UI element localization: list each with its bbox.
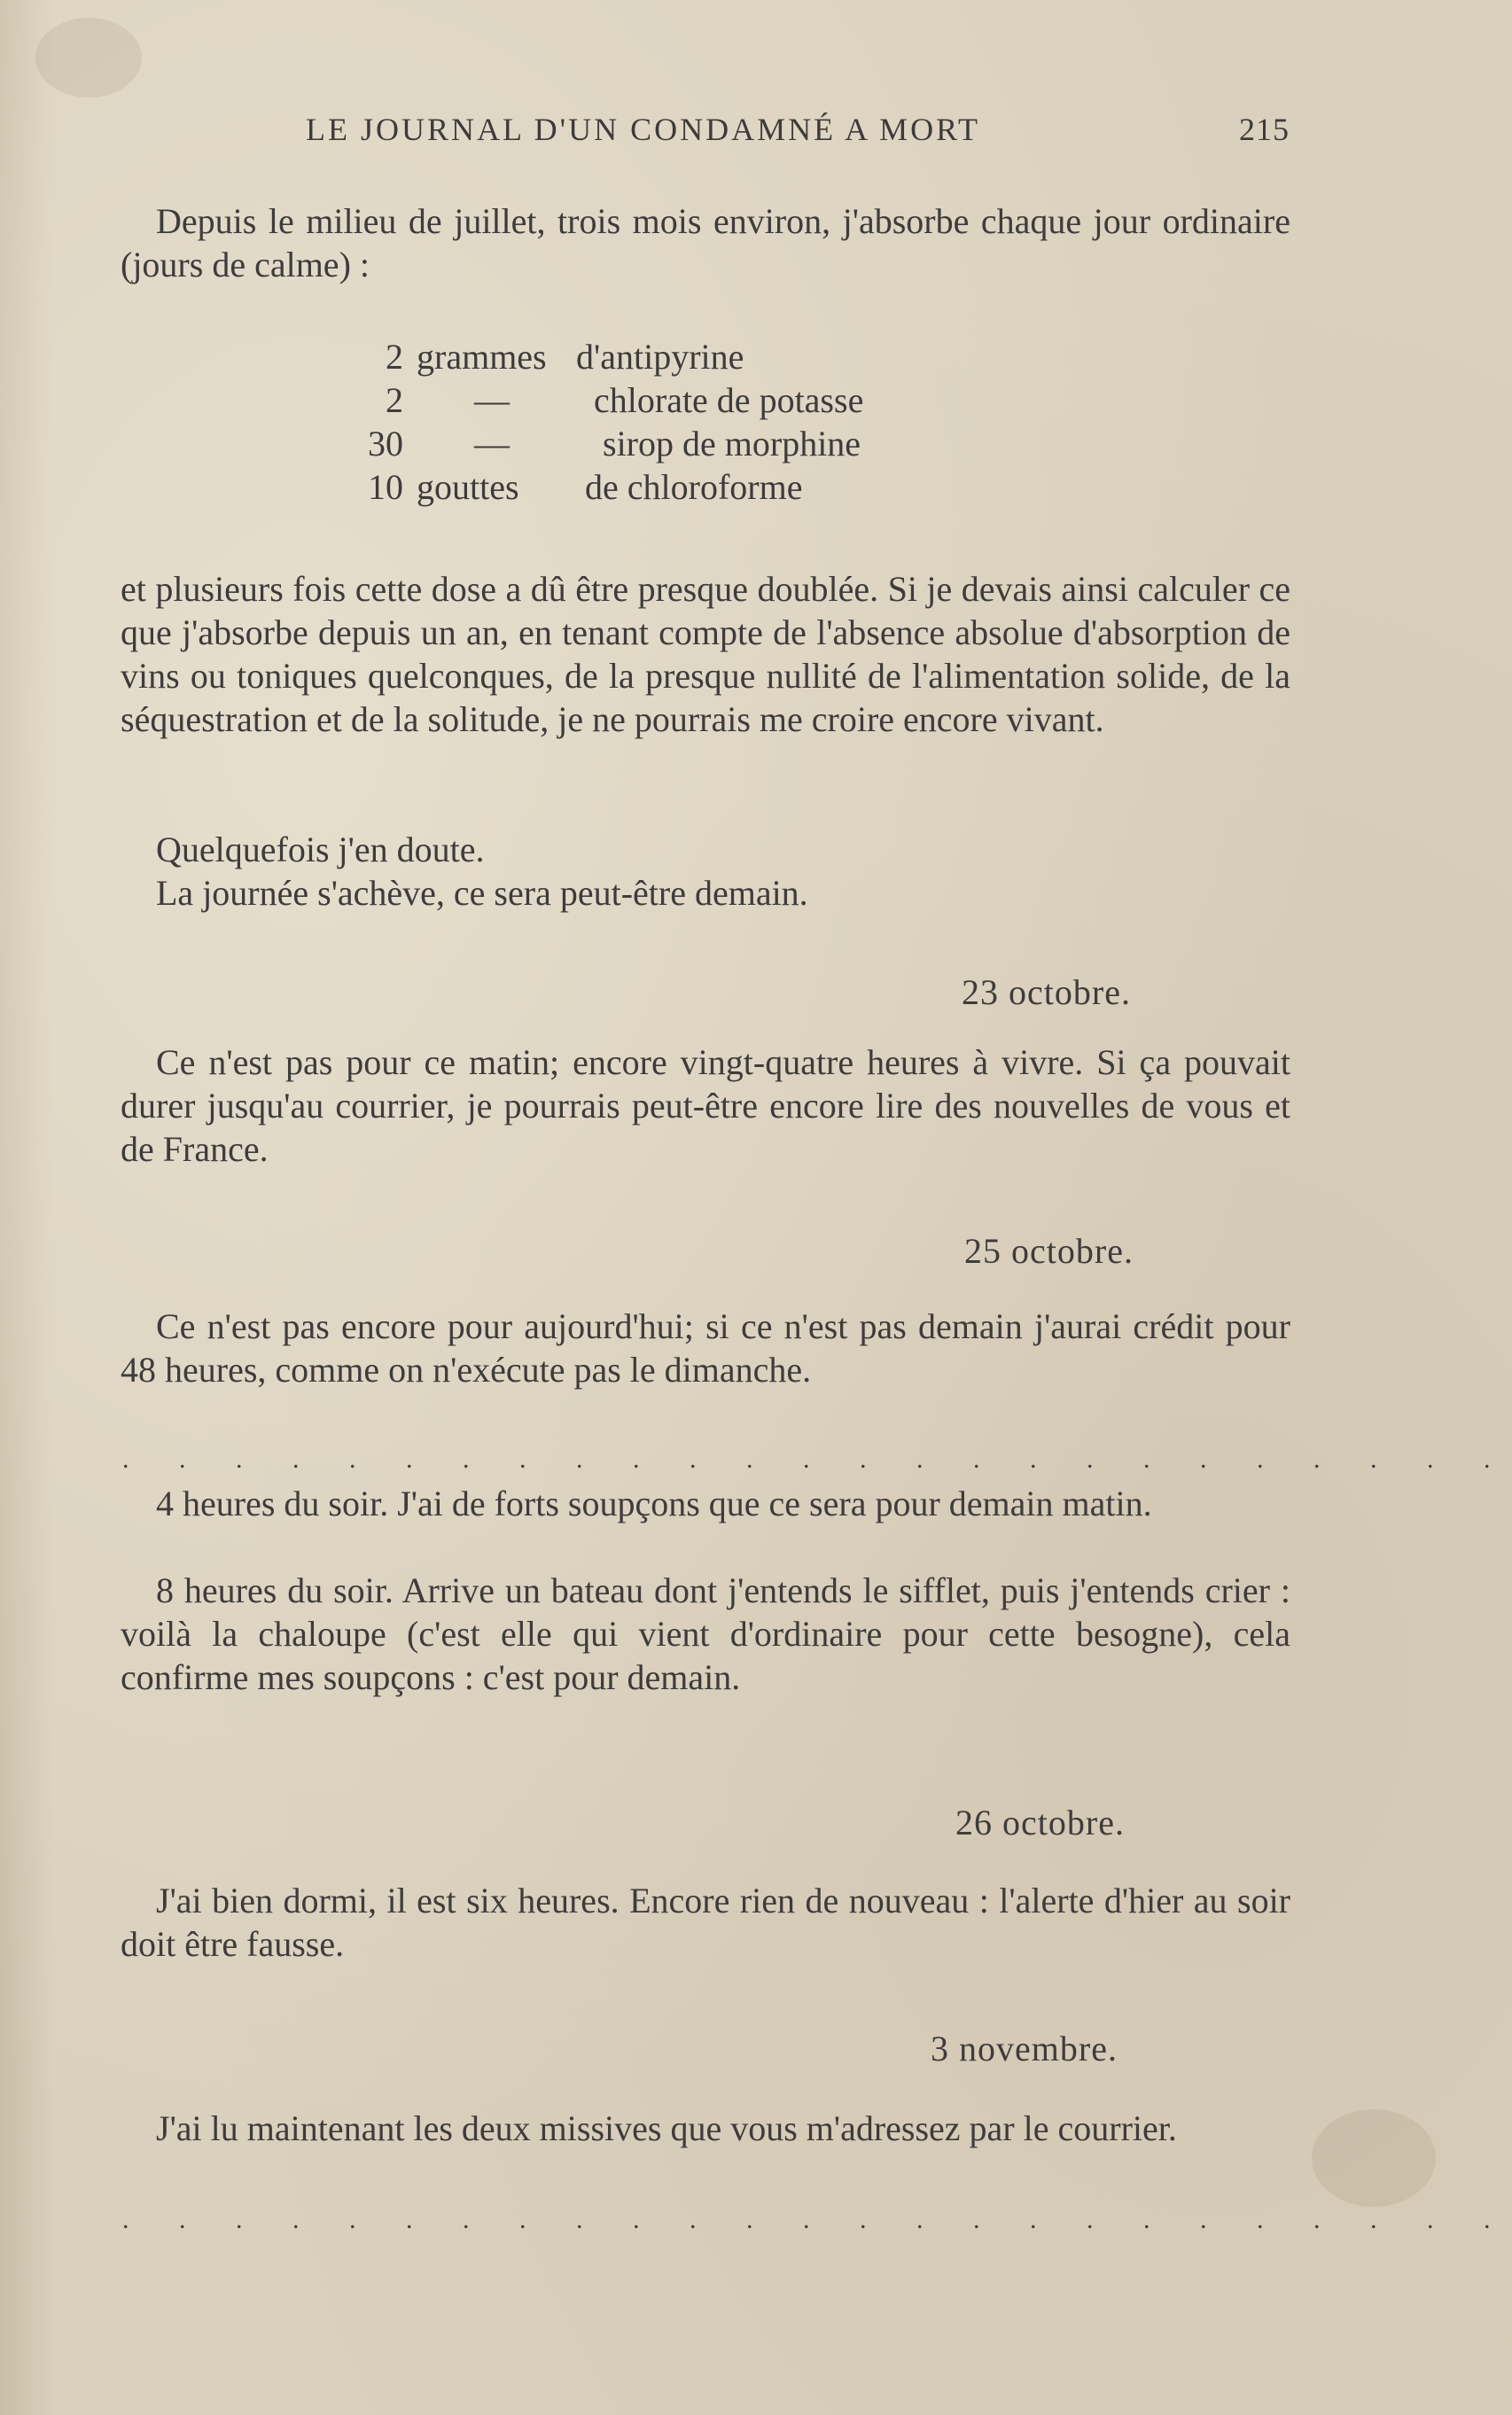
ellipsis-row: . . . . . . . . . . . . . . . . . . . . . . . . .: [122, 1445, 1512, 1474]
dose-substance: d'antipyrine: [576, 337, 744, 377]
paper-stain: [35, 18, 142, 97]
dose-unit: gouttes: [417, 467, 519, 507]
paragraph-doubt: Quelquefois j'en doute.: [156, 830, 485, 869]
dose-substance: chlorate de potasse: [594, 380, 864, 420]
dose-ditto-dash: —: [474, 380, 510, 420]
paragraph-day-ends: La journée s'achève, ce sera peut-être demain.: [156, 873, 808, 913]
ellipsis-row: . . . . . . . . . . . . . . . . . . . . . . . . .: [122, 2205, 1512, 2234]
paragraph-intro: Depuis le milieu de juillet, trois mois environ, j'absorbe chaque jour ordinaire (jours de calme) :: [121, 201, 1290, 284]
dose-quantity: 2: [386, 337, 403, 377]
page-header: [306, 111, 1290, 155]
dose-substance: de chloroforme: [585, 467, 803, 507]
paragraph-oct-26: J'ai bien dormi, il est six heures. Encore rien de nouveau : l'alerte d'hier au soir doit être fausse.: [121, 1881, 1290, 1964]
paragraph-oct-23: Ce n'est pas pour ce matin; encore vingt-quatre heures à vivre. Si ça pouvait durer jusqu'au courrier, je pourrais peut-être encore lire des nouvelles de vous et de France.: [121, 1042, 1290, 1169]
date-heading: 25 octobre.: [964, 1231, 1134, 1271]
paragraph-8pm: 8 heures du soir. Arrive un bateau dont j'entends le sifflet, puis j'entends crier : voilà la chaloupe (c'est elle qui vient d'ordinaire pour cette besogne), cela confirme mes soupçons : c'est pour demain.: [121, 1570, 1290, 1697]
paragraph-dose-comment: et plusieurs fois cette dose a dû être presque doublée. Si je devais ainsi calculer ce que j'absorbe depuis un an, en tenant compte de l'absence absolue d'absorption de vins ou toniques quelconques, de la presque nullité de l'alimentation solide, de la séquestration et de la solitude, je ne pourrais me croire encore vivant.: [121, 569, 1290, 739]
date-heading: 3 novembre.: [931, 2029, 1118, 2068]
paragraph-nov-3: J'ai lu maintenant les deux missives que vous m'adressez par le courrier.: [156, 2108, 1177, 2148]
paragraph-oct-25: Ce n'est pas encore pour aujourd'hui; si ce n'est pas demain j'aurai crédit pour 48 heures, comme on n'exécute pas le dimanche.: [121, 1306, 1290, 1390]
date-heading: 23 octobre.: [962, 972, 1131, 1012]
dose-ditto-dash: —: [474, 424, 510, 464]
dose-substance: sirop de morphine: [603, 424, 861, 464]
dose-quantity: 30: [368, 424, 403, 464]
paper-stain: [1312, 2109, 1436, 2207]
page-number: 215: [1239, 112, 1290, 147]
paragraph-4pm: 4 heures du soir. J'ai de forts soupçons que ce sera pour demain matin.: [156, 1484, 1152, 1523]
dose-quantity: 2: [386, 380, 403, 420]
date-heading: 26 octobre.: [955, 1803, 1125, 1842]
dose-unit: grammes: [417, 337, 547, 377]
dose-quantity: 10: [368, 467, 403, 507]
running-title: LE JOURNAL D'UN CONDAMNÉ A MORT: [306, 112, 981, 147]
